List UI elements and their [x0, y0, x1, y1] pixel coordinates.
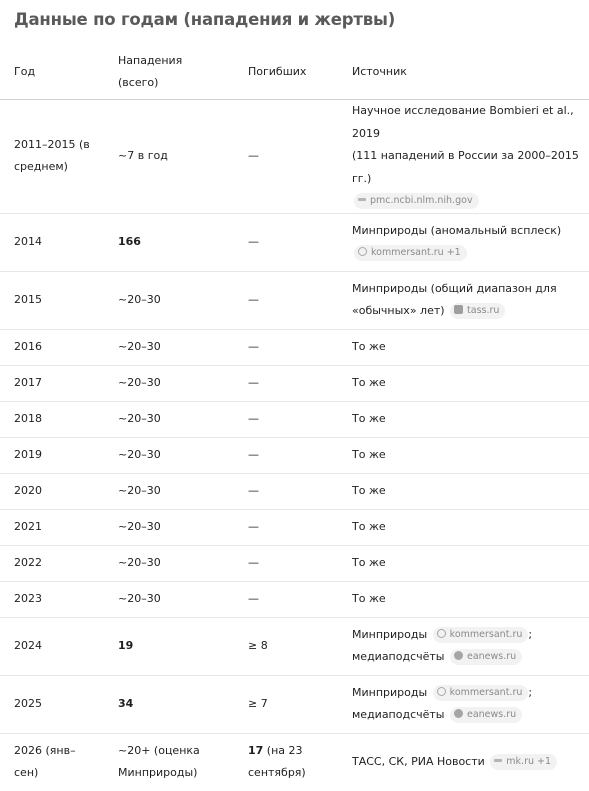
- chip-label: tass.ru: [467, 305, 500, 316]
- table-row: [0, 329, 589, 365]
- cell-deaths: —: [234, 271, 338, 329]
- cell-source: [338, 213, 589, 271]
- cell-attacks: ~20–30: [104, 329, 234, 365]
- chip-label: eanews.ru: [467, 709, 517, 720]
- cell-year: 2016: [0, 329, 104, 365]
- cell-source: То же: [338, 545, 589, 581]
- source-chip[interactable]: [433, 627, 529, 643]
- cell-deaths: —: [234, 365, 338, 401]
- tass-icon: [454, 305, 463, 314]
- source-part-a: Минприроды: [352, 627, 428, 641]
- cell-year: 2017: [0, 365, 104, 401]
- cell-deaths: —: [234, 100, 338, 214]
- cell-source: То же: [338, 365, 589, 401]
- chip-label: eanews.ru: [467, 651, 517, 662]
- cell-source: То же: [338, 401, 589, 437]
- table-row: [0, 509, 589, 545]
- separator: ;: [528, 627, 533, 641]
- cell-deaths: ≥ 7: [234, 675, 338, 733]
- cell-year: 2020: [0, 473, 104, 509]
- attacks-line1: ~20+ (оценка: [118, 743, 200, 757]
- table-row: [0, 365, 589, 401]
- kommersant-icon: [437, 629, 446, 638]
- header-deaths: Погибших: [234, 45, 338, 100]
- source-line1: Минприроды (аномальный всплеск): [352, 223, 562, 237]
- header-attacks-line1: Нападения: [118, 53, 183, 67]
- source-part-b: медиаподсчёты: [352, 650, 445, 663]
- cell-deaths: —: [234, 581, 338, 617]
- chip-label: kommersant.ru: [449, 628, 523, 640]
- header-attacks: [104, 45, 234, 100]
- kommersant-icon: [437, 687, 446, 696]
- table-row: [0, 675, 589, 733]
- cell-year: 2023: [0, 581, 104, 617]
- cell-attacks: ~20–30: [104, 581, 234, 617]
- source-part-a: Минприроды: [352, 685, 428, 699]
- cell-year: 2025: [0, 675, 104, 733]
- attacks-line2: Минприроды): [118, 766, 198, 780]
- data-table: [0, 45, 589, 791]
- link-icon: [358, 198, 366, 201]
- cell-deaths: —: [234, 509, 338, 545]
- year-line2: сен): [14, 766, 39, 780]
- cell-deaths: —: [234, 329, 338, 365]
- table-row: [0, 437, 589, 473]
- cell-attacks: ~20–30: [104, 509, 234, 545]
- cell-deaths: —: [234, 213, 338, 271]
- source-chip[interactable]: [354, 245, 467, 261]
- table-row: [0, 473, 589, 509]
- chip-label: pmc.ncbi.nlm.nih.gov: [370, 195, 473, 206]
- source-chip[interactable]: [450, 303, 505, 319]
- cell-year: 2014: [0, 213, 104, 271]
- mk-icon: [494, 759, 502, 762]
- cell-year: 2015: [0, 271, 104, 329]
- cell-source: То же: [338, 581, 589, 617]
- cell-attacks: [104, 733, 234, 791]
- cell-year: 2024: [0, 617, 104, 675]
- source-chip[interactable]: [450, 649, 522, 665]
- cell-deaths: [234, 733, 338, 791]
- cell-attacks: ~20–30: [104, 545, 234, 581]
- cell-source: То же: [338, 437, 589, 473]
- cell-year: 2021: [0, 509, 104, 545]
- source-line1: Минприроды (общий диапазон для: [352, 281, 557, 295]
- deaths-note: (на 23: [263, 743, 303, 757]
- cell-year: 2019: [0, 437, 104, 473]
- table-row: [0, 545, 589, 581]
- table-row: [0, 213, 589, 271]
- cell-attacks: ~20–30: [104, 365, 234, 401]
- cell-attacks: 166: [104, 213, 234, 271]
- page-title: Данные по годам (нападения и жертвы): [14, 10, 396, 29]
- cell-deaths: —: [234, 473, 338, 509]
- separator: ;: [528, 685, 533, 699]
- source-chip[interactable]: [354, 193, 479, 209]
- cell-year: 2018: [0, 401, 104, 437]
- kommersant-icon: [358, 247, 367, 256]
- deaths-count: 17: [248, 743, 264, 757]
- cell-deaths: ≥ 8: [234, 617, 338, 675]
- cell-deaths: —: [234, 437, 338, 473]
- deaths-note-line2: сентября): [248, 766, 306, 780]
- cell-source: То же: [338, 329, 589, 365]
- table-row: [0, 100, 589, 214]
- eanews-icon: [454, 709, 463, 718]
- cell-source: То же: [338, 509, 589, 545]
- header-attacks-line2: (всего): [118, 76, 159, 89]
- source-line2: «обычных» лет): [352, 304, 445, 317]
- source-part-b: медиаподсчёты: [352, 708, 445, 721]
- cell-year: 2022: [0, 545, 104, 581]
- cell-attacks: ~20–30: [104, 473, 234, 509]
- table-row: [0, 581, 589, 617]
- cell-source: То же: [338, 473, 589, 509]
- year-line2: среднем): [14, 160, 68, 174]
- cell-deaths: —: [234, 401, 338, 437]
- source-chip[interactable]: [450, 707, 522, 723]
- cell-source: [338, 617, 589, 675]
- header-source: Источник: [338, 45, 589, 100]
- year-line1: 2026 (янв–: [14, 743, 76, 757]
- table-row: [0, 401, 589, 437]
- cell-attacks: ~20–30: [104, 437, 234, 473]
- table-header-row: [0, 45, 589, 100]
- cell-year: [0, 733, 104, 791]
- year-line1: 2011–2015 (в: [14, 137, 90, 151]
- chip-label: mk.ru +1: [506, 756, 552, 767]
- cell-source: [338, 675, 589, 733]
- cell-source: [338, 100, 589, 214]
- table-row: [0, 271, 589, 329]
- eanews-icon: [454, 651, 463, 660]
- cell-year: [0, 100, 104, 214]
- cell-source: [338, 271, 589, 329]
- source-chip[interactable]: [433, 685, 529, 701]
- cell-attacks: 34: [104, 675, 234, 733]
- cell-source: [338, 733, 589, 791]
- source-text: ТАСС, СК, РИА Новости: [352, 755, 485, 768]
- source-chip[interactable]: [490, 754, 557, 770]
- chip-label: kommersant.ru: [449, 686, 523, 698]
- cell-deaths: —: [234, 545, 338, 581]
- header-year: Год: [0, 45, 104, 100]
- table-row: [0, 617, 589, 675]
- cell-attacks: 19: [104, 617, 234, 675]
- source-line2: (111 нападений в России за 2000–2015 гг.): [352, 149, 579, 185]
- cell-attacks: ~20–30: [104, 401, 234, 437]
- table-row: [0, 733, 589, 791]
- cell-attacks: ~20–30: [104, 271, 234, 329]
- source-line1: Научное исследование Bombieri et al., 2019: [352, 104, 574, 140]
- cell-attacks: ~7 в год: [104, 100, 234, 214]
- chip-label: kommersant.ru +1: [371, 247, 461, 258]
